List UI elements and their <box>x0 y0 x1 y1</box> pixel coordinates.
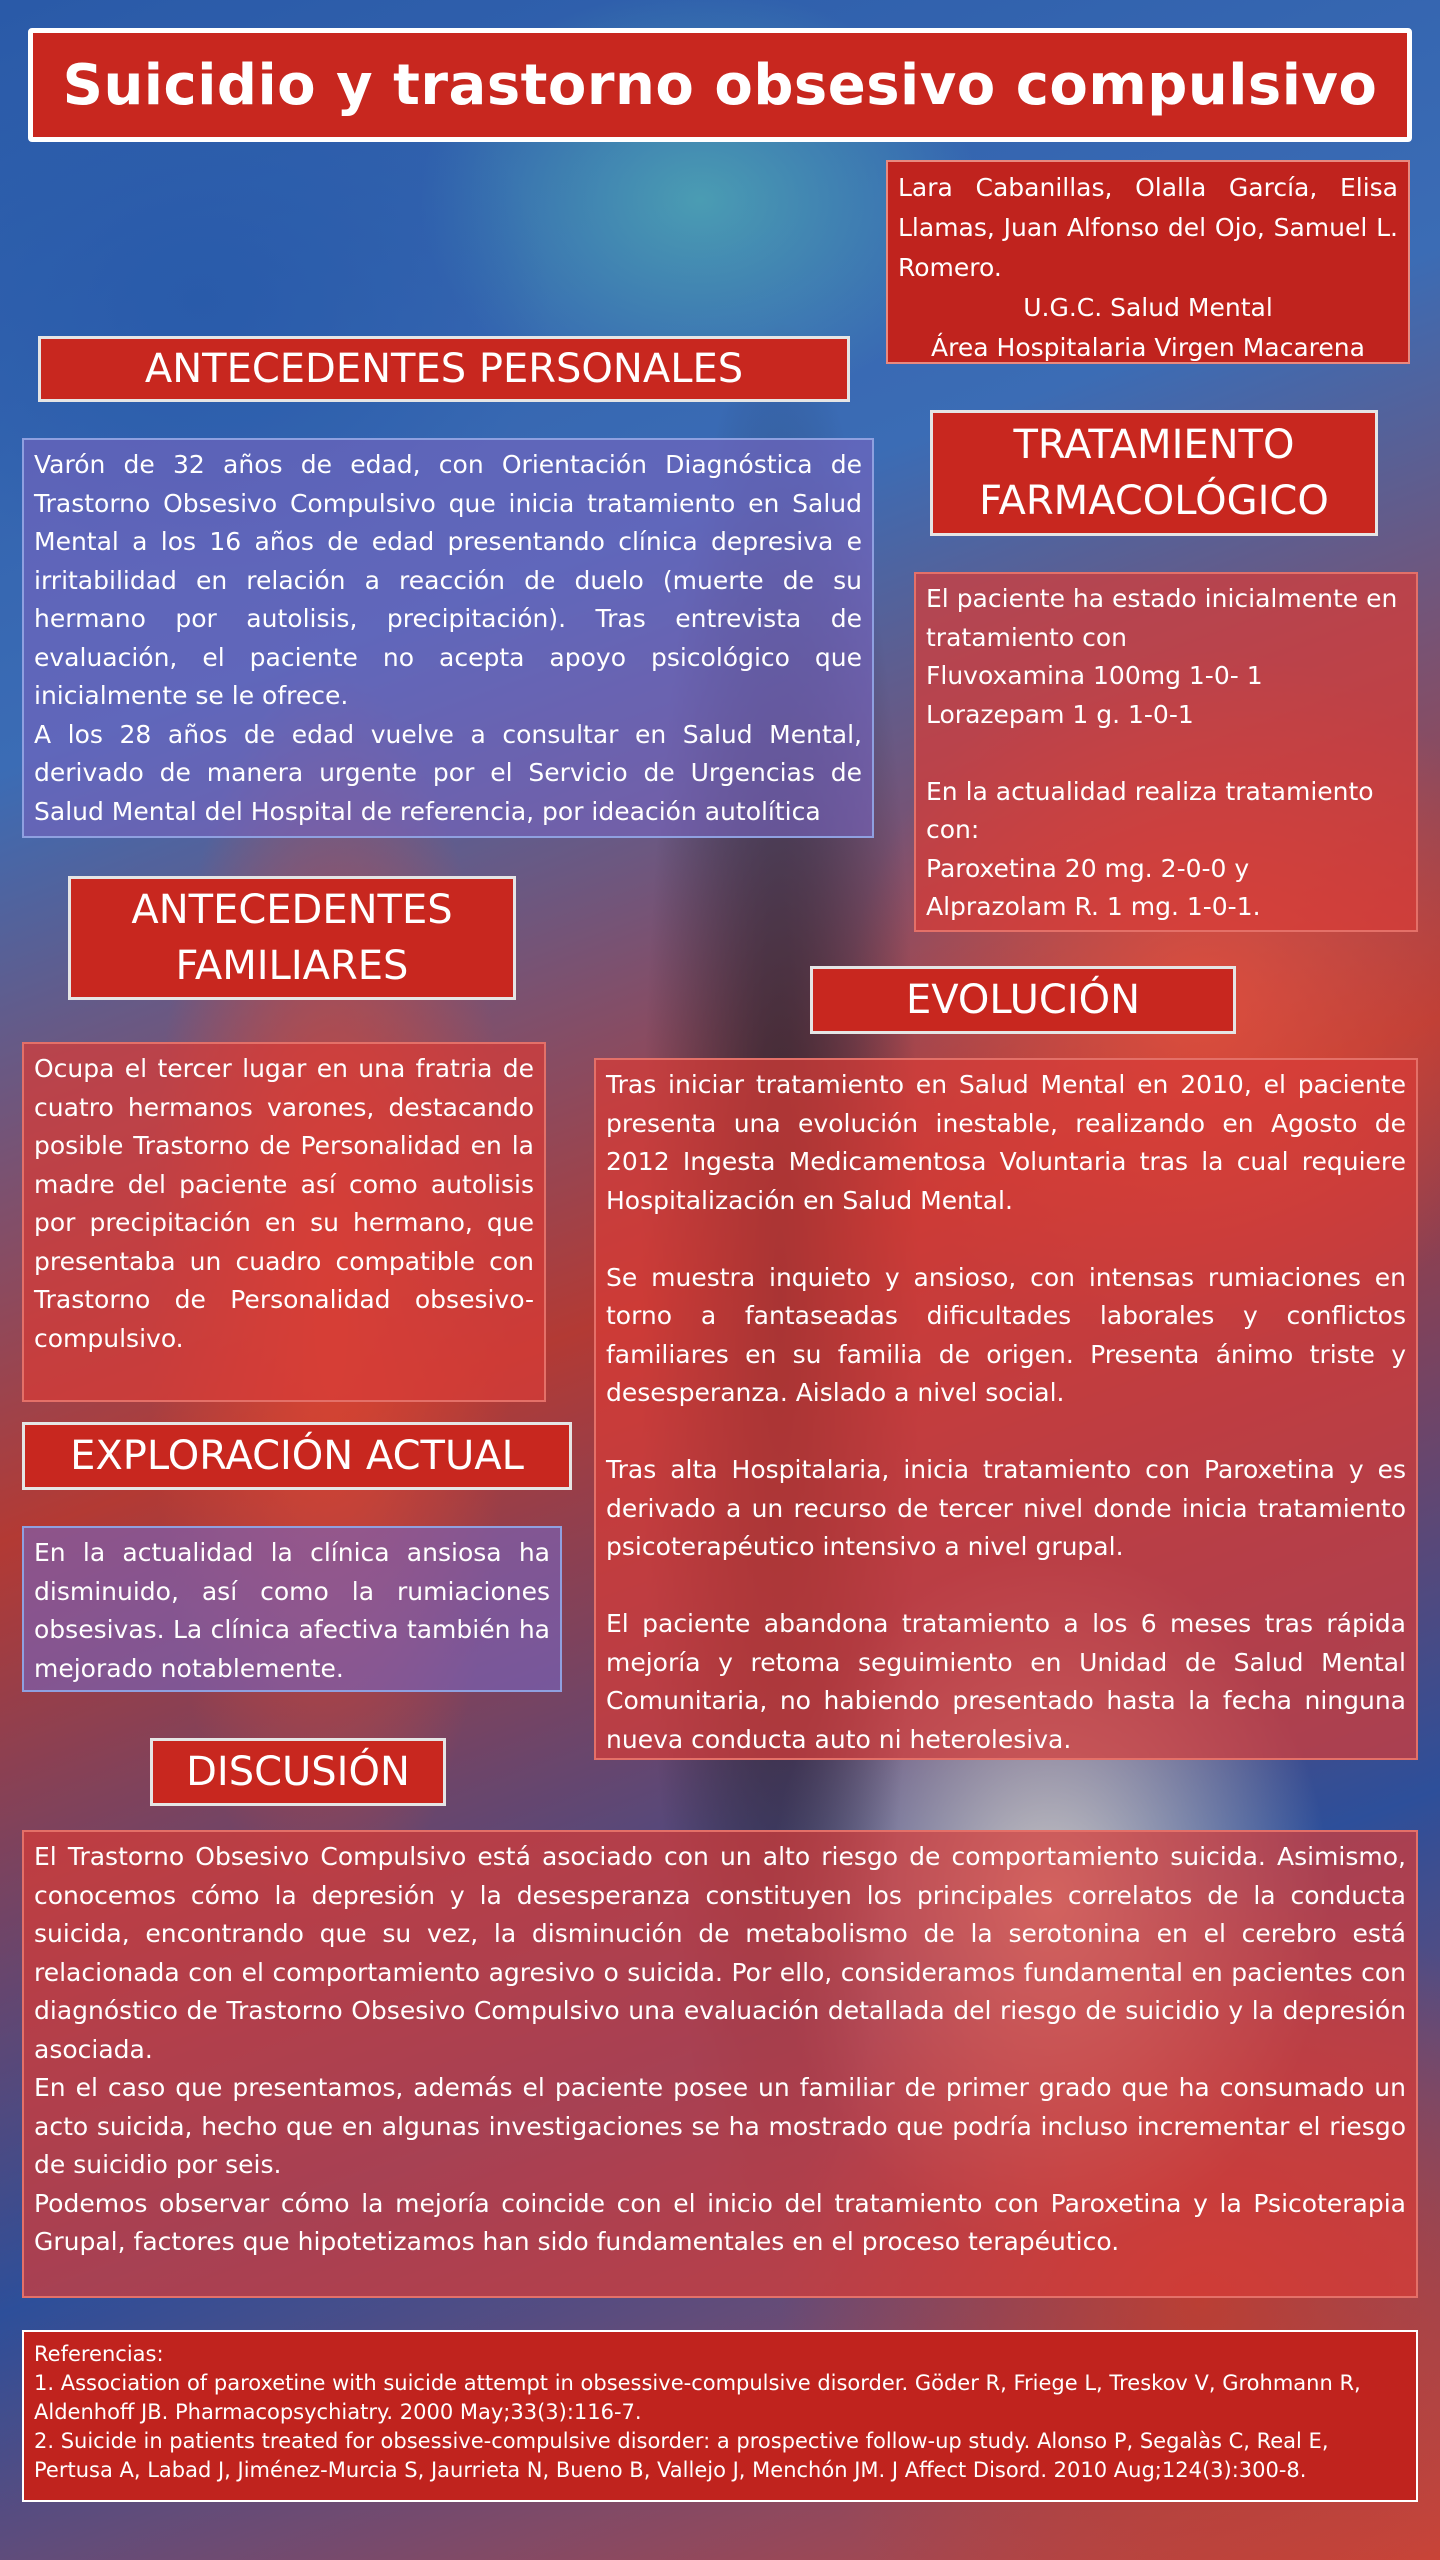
antecedentes-personales-p1: Varón de 32 años de edad, con Orientación Diagnóstica de Trastorno Obsesivo Compulsivo que inicia tratamiento en Salud Mental a los 16 años de edad presentando clínica depresiva e irritabilidad en relación a reacción de duelo (muerte de su hermano por autolisis, precipitación). Tras entrevista de evaluación, el paciente no acepta apoyo psicológico que inicialmente se le ofrece. <box>34 450 862 710</box>
author-area: Área Hospitalaria Virgen Macarena <box>931 333 1365 362</box>
tratamiento-line-5: Paroxetina 20 mg. 2-0-0 y <box>926 853 1250 883</box>
antecedentes-familiares-heading-line2: FAMILIARES <box>175 943 409 989</box>
discusion-p1: El Trastorno Obsesivo Compulsivo está asociado con un alto riesgo de comportamiento suicida. Asimismo, conocemos cómo la depresión y la desesperanza constituyen los principales correlatos de la conducta suicida, encontrando que su vez, la disminución de metabolismo de la serotonina en el cerebro está relacionada con el comportamiento agresivo o suicida. Por ello, consideramos fundamental en pacientes con diagnóstico de Trastorno Obsesivo Compulsivo una evaluación detallada del riesgo de suicidio y la depresión asociada. <box>34 1842 1406 2064</box>
tratamiento-line-2: Fluvoxamina 100mg 1-0- 1 <box>926 661 1263 690</box>
tratamiento-line-6: Alprazolam R. 1 mg. 1-0-1. <box>926 892 1261 921</box>
evolucion-p4: El paciente abandona tratamiento a los 6 meses tras rápida mejoría y retoma seguimiento en Unidad de Salud Mental Comunitaria, no habiendo presentado hasta la fecha ninguna nueva conducta auto ni heterolesiva. <box>606 1609 1406 1754</box>
referencias-box <box>22 2330 1418 2502</box>
poster-title: Suicidio y trastorno obsesivo compulsivo <box>28 28 1412 142</box>
spacer <box>926 734 1406 773</box>
exploracion-heading: EXPLORACIÓN ACTUAL <box>22 1422 572 1490</box>
evolucion-heading: EVOLUCIÓN <box>810 966 1236 1034</box>
spacer <box>606 1220 1406 1259</box>
exploracion-text: En la actualidad la clínica ansiosa ha disminuido, así como la rumiaciones obsesivas. La clínica afectiva también ha mejorado notablemente. <box>34 1538 550 1683</box>
discusion-heading: DISCUSIÓN <box>150 1738 446 1806</box>
referencia-2: 2. Suicide in patients treated for obsessive-compulsive disorder: a prospective follow-up study. Alonso P, Segalàs C, Real E, Pertusa A, Labad J, Jiménez-Murcia S, Jaurrieta N, Bueno B, Vallejo J, Menchón JM. J Affect Disord. 2010 Aug;124(3):300-8. <box>34 2429 1329 2482</box>
discusion-p3: Podemos observar cómo la mejoría coincide con el inicio del tratamiento con Paroxetina y la Psicoterapia Grupal, factores que hipotetizamos han sido fundamentales en el proceso terapéutico. <box>34 2188 1406 2256</box>
antecedentes-personales-p2: A los 28 años de edad vuelve a consultar en Salud Mental, derivado de manera urgente por el Servicio de Urgencias de Salud Mental del Hospital de referencia, por ideación autolítica <box>34 719 862 826</box>
discusion-panel <box>22 1830 1418 2298</box>
tratamiento-line-3: Lorazepam 1 g. 1-0-1 <box>926 699 1194 729</box>
tratamiento-panel <box>914 572 1418 932</box>
discusion-p2: En el caso que presentamos, además el paciente posee un familiar de primer grado que ha consumado un acto suicida, hecho que en algunas investigaciones se ha mostrado que podría incluso incrementar el riesgo de suicidio por seis. <box>34 2073 1406 2179</box>
tratamiento-line-4: En la actualidad realiza tratamiento con: <box>926 776 1374 844</box>
antecedentes-familiares-heading <box>68 876 516 1000</box>
antecedentes-familiares-panel <box>22 1042 546 1402</box>
antecedentes-familiares-heading-line1: ANTECEDENTES <box>131 887 453 933</box>
antecedentes-personales-heading: ANTECEDENTES PERSONALES <box>38 336 850 402</box>
evolucion-p2: Se muestra inquieto y ansioso, con intensas rumiaciones en torno a fantaseadas dificultades laborales y conflictos familiares en su familia de origen. Presenta ánimo triste y desesperanza. Aislado a nivel social. <box>606 1262 1406 1407</box>
evolucion-p3: Tras alta Hospitalaria, inicia tratamiento con Paroxetina y es derivado a un recurso de tercer nivel donde inicia tratamiento psicoterapéutico intensivo a nivel grupal. <box>606 1455 1406 1561</box>
spacer <box>606 1567 1406 1606</box>
evolucion-panel <box>594 1058 1418 1760</box>
tratamiento-line-1: El paciente ha estado inicialmente en tratamiento con <box>926 584 1398 652</box>
antecedentes-personales-panel <box>22 438 874 838</box>
spacer <box>606 1413 1406 1452</box>
author-unit: U.G.C. Salud Mental <box>1023 293 1273 322</box>
tratamiento-heading-line1: TRATAMIENTO <box>1013 422 1295 468</box>
referencia-1: 1. Association of paroxetine with suicide attempt in obsessive-compulsive disorder. Göder R, Friege L, Treskov V, Grohmann R, Aldenhoff JB. Pharmacopsychiatry. 2000 May;33(3):116-7. <box>34 2371 1361 2424</box>
authors-box <box>886 160 1410 364</box>
antecedentes-familiares-text: Ocupa el tercer lugar en una fratria de cuatro hermanos varones, destacando posible Trastorno de Personalidad en la madre del paciente así como autolisis por precipitación en su hermano, que presentaba un cuadro compatible con Trastorno de Personalidad obsesivo-compulsivo. <box>34 1054 534 1353</box>
tratamiento-heading-line2: FARMACOLÓGICO <box>979 478 1329 524</box>
referencias-heading: Referencias: <box>34 2342 164 2366</box>
author-names: Lara Cabanillas, Olalla García, Elisa Llamas, Juan Alfonso del Ojo, Samuel L. Romero. <box>898 173 1398 282</box>
exploracion-panel <box>22 1526 562 1692</box>
tratamiento-heading <box>930 410 1378 536</box>
evolucion-p1: Tras iniciar tratamiento en Salud Mental en 2010, el paciente presenta una evolución inestable, realizando en Agosto de 2012 Ingesta Medicamentosa Voluntaria tras la cual requiere Hospitalización en Salud Mental. <box>606 1070 1406 1215</box>
